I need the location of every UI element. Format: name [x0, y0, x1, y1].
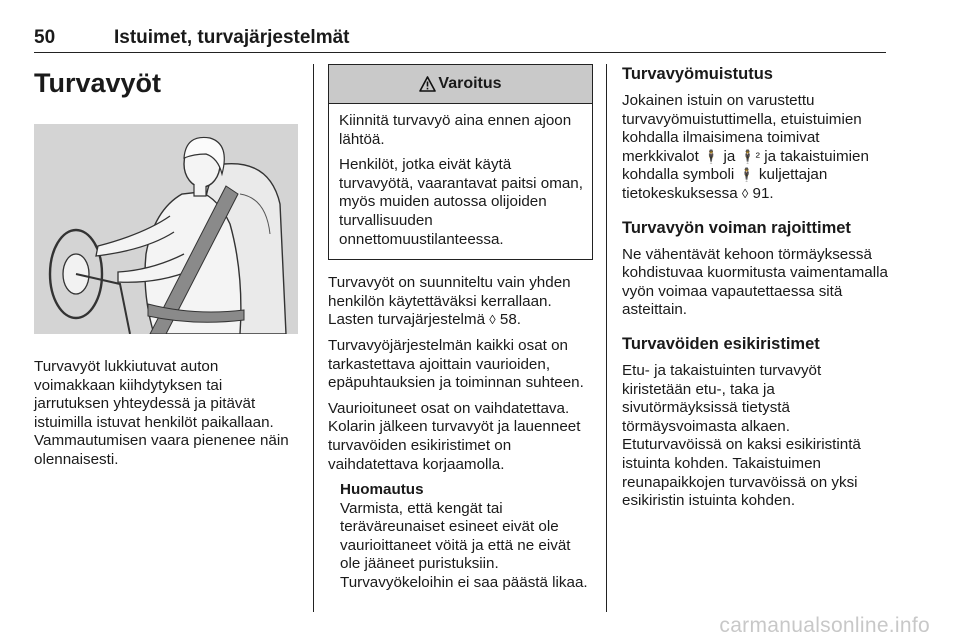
page-number: 50 [34, 27, 56, 48]
warning-body [329, 104, 592, 259]
chapter-title: Istuimet, turvajärjestelmät [114, 27, 350, 48]
intro-paragraph: Turvavyöt lukkiutuvat auton voimakkaan kiihdytyksen tai jarrutuksen yhteydessä ja pitävät istuimilla istuvat henkilöt paikallaan. Vammautumisen vaara pienenee näin olennaisesti. [34, 358, 289, 468]
note-title: Huomautus [340, 481, 424, 499]
body-text: Turvavyöt on suunniteltu vain yhden henkilön käytettäväksi kerrallaan. Lasten turvajärjestelmä [328, 274, 571, 329]
warning-title: Varoitus [438, 74, 502, 92]
warning-header [329, 65, 592, 104]
body-text: Jokainen istuin on varustettu turvavyömuistuttimella, etuistuimien kohdalla ilmaisimena toimivat merkkivalot [622, 92, 862, 165]
subheading-reminder: Turvavyömuistutus [622, 65, 773, 83]
page-header [34, 24, 886, 53]
warning-triangle-icon [419, 76, 436, 92]
page-reference-icon: ◊ [489, 312, 496, 328]
pretensioners-paragraph: Etu- ja takaistuinten turvavyöt kiristetään etu-, taka ja sivutörmäyksissä tietystä törmäysvoimasta alkaen. Etuturvavöissä on kaksi esikiristintä istuinta kohden. Takaistuimen reunapaikkojen turvavöissä on yksi esikiristin istuinta kohden. [622, 361, 861, 510]
column-divider [606, 64, 607, 612]
column-seatbelts-intro [34, 64, 298, 470]
note-text: Varmista, että kengät tai teräväreunaiset esineet eivät ole vaurioittaneet vöitä ja että ne eivät ole jääneet puristuksiin. Turvavyökeloihin ei saa päästä likaa. [340, 499, 588, 592]
column-divider [313, 64, 314, 612]
warning-text: Henkilöt, jotka eivät käytä turvavyötä, vaarantavat paitsi oman, myös muiden autossa olijoiden turvallisuuden onnettomuustilanteessa. [339, 156, 583, 248]
column-features [622, 64, 888, 525]
watermark: carmanualsonline.info [719, 614, 930, 637]
body-text: ja takaistuimien kohdalla symboli [622, 147, 869, 184]
section-heading: Turvavyöt [34, 68, 162, 98]
seatbelt-passenger-warning-icon: 🕴² [739, 148, 760, 164]
seatbelt-driver-illustration-icon [34, 124, 298, 334]
body-text: kuljettajan tietokeskuksessa [622, 166, 828, 202]
body-paragraph [328, 274, 593, 330]
page-reference-icon: ◊ [741, 185, 749, 201]
force-limiters-paragraph: Ne vähentävät kehoon törmäyksessä kohdistuvaa kuormitusta vaimentamalla vyön voimaa vapautettaessa sitä asteittain. [622, 245, 888, 319]
subheading-force-limiters: Turvavyön voiman rajoittimet [622, 218, 851, 237]
page-reference[interactable]: 58. [495, 311, 522, 329]
body-text: ja [719, 147, 740, 165]
reminder-paragraph [622, 92, 888, 204]
subheading-pretensioners: Turvavöiden esikiristimet [622, 334, 820, 353]
seatbelt-warning-icon: 🕴 [703, 148, 720, 164]
body-paragraph: Vaurioituneet osat on vaihdatettava. Kolarin jälkeen turvavyöt ja lauenneet turvavöiden esikiristimet on vaihdatettava korjaamolla. [328, 399, 581, 473]
column-warning [328, 64, 593, 593]
page-reference[interactable]: 91. [748, 184, 774, 202]
warning-box [328, 64, 593, 260]
body-paragraph: Turvavyöjärjestelmän kaikki osat on tarkastettava ajoittain vaurioiden, epäpuhtauksien ja toiminnan suhteen. [328, 336, 584, 392]
seatbelt-warning-icon: 🕴 [738, 167, 755, 183]
warning-text: Kiinnitä turvavyö aina ennen ajoon lähtöä. [339, 112, 572, 148]
note-box [328, 481, 593, 593]
